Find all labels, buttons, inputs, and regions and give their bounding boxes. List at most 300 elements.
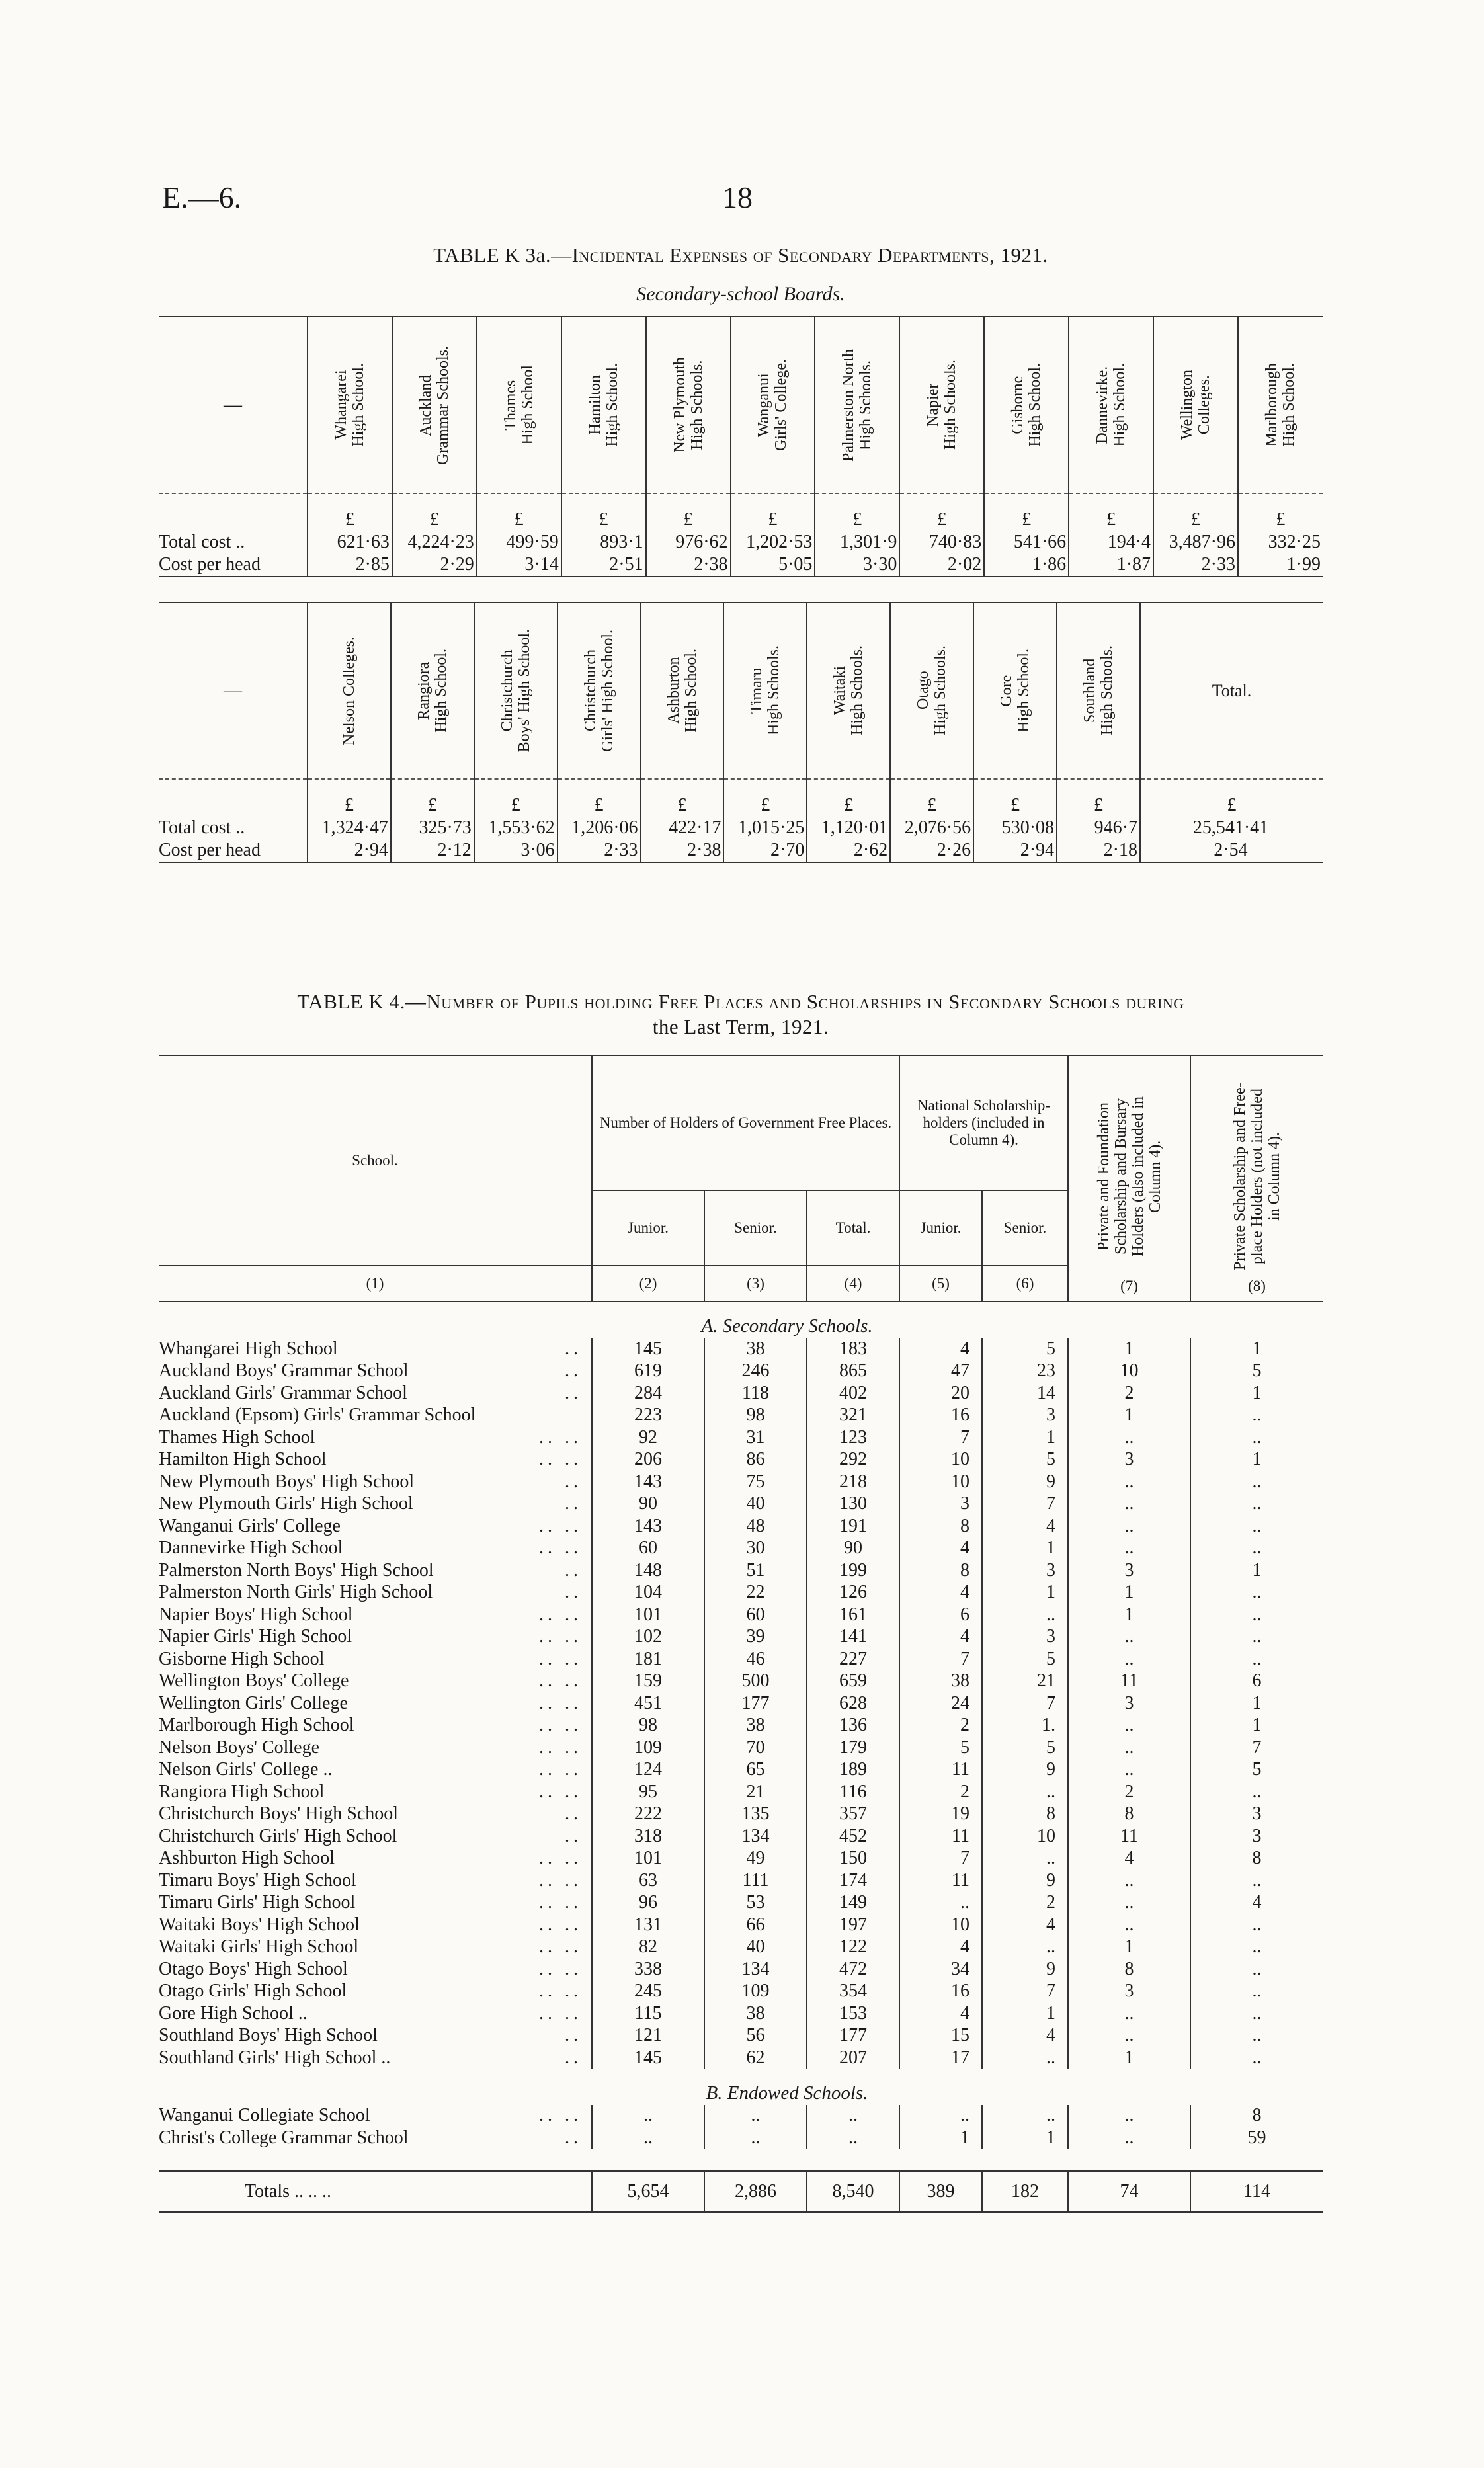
leader-dots: .. — [565, 1803, 582, 1825]
value-cell: 1 — [1068, 1582, 1190, 1604]
k3a-header-row-2 — [159, 602, 1323, 779]
value-cell: 4 — [899, 1338, 982, 1360]
value-cell: 19 — [899, 1803, 982, 1826]
school-name: Christchurch Girls' High School — [159, 1825, 397, 1846]
total-cost-value: 422·17 — [641, 817, 724, 839]
k3a-school-name: Otago High Schools. — [915, 645, 950, 736]
school-name: Palmerston North Boys' High School — [159, 1559, 434, 1581]
cost-per-head-label: Cost per head — [159, 554, 308, 577]
value-cell: 1 — [1190, 1449, 1323, 1471]
school-name: Auckland Girls' Grammar School — [159, 1382, 407, 1403]
value-cell: 1 — [1068, 1405, 1190, 1427]
value-cell: 38 — [704, 1715, 807, 1737]
leader-dots: .. .. — [539, 1737, 582, 1758]
leader-dots: .. .. — [539, 1515, 582, 1536]
leader-dots: .. .. — [539, 1648, 582, 1669]
value-cell: 46 — [704, 1648, 807, 1670]
table-row — [159, 2025, 1323, 2047]
leader-dots: .. .. — [539, 1914, 582, 1935]
value-cell: .. — [1190, 1648, 1323, 1670]
school-name-wrap — [159, 1493, 591, 1514]
value-cell: 95 — [592, 1781, 704, 1803]
school-name: Whangarei High School — [159, 1338, 338, 1359]
value-cell: 86 — [704, 1449, 807, 1471]
total-cost-value: 3,487·96 — [1153, 531, 1238, 554]
value-cell: 39 — [704, 1626, 807, 1649]
k3a-school-header — [474, 602, 557, 779]
value-cell: 5 — [1190, 1759, 1323, 1782]
total-value: 74 — [1068, 2171, 1190, 2212]
value-cell: 10 — [1068, 1360, 1190, 1383]
school-name-wrap — [159, 1383, 591, 1404]
k3a-spacer-row-2 — [159, 779, 1323, 794]
spacer-cell — [308, 493, 392, 509]
school-name-wrap — [159, 1803, 591, 1825]
k3a-school-header — [308, 602, 391, 779]
school-name-cell — [159, 1338, 592, 1360]
table-row — [159, 1715, 1323, 1737]
value-cell: 177 — [704, 1692, 807, 1715]
total-cost-value: 499·59 — [477, 531, 561, 554]
table-k3a-part-2 — [159, 602, 1323, 863]
k4-school-header: School. — [159, 1055, 592, 1266]
pound-sign: £ — [723, 794, 807, 817]
value-cell: 92 — [592, 1426, 704, 1449]
table-row — [159, 1892, 1323, 1914]
value-cell: 865 — [807, 1360, 899, 1383]
value-cell: 11 — [899, 1759, 982, 1782]
value-cell: 3 — [899, 1493, 982, 1516]
value-cell: 500 — [704, 1670, 807, 1693]
school-name: Auckland Boys' Grammar School — [159, 1360, 409, 1381]
k3a-dash-header: — — [224, 394, 242, 415]
leader-dots: .. .. — [539, 1981, 582, 2002]
value-cell: 4 — [899, 2002, 982, 2025]
school-name-cell — [159, 1493, 592, 1516]
table-row — [159, 1582, 1323, 1604]
total-cost-value: 946·7 — [1057, 817, 1140, 839]
value-cell: 82 — [592, 1936, 704, 1959]
cost-per-head-value: 2·85 — [308, 554, 392, 577]
k3a-school-header — [890, 602, 973, 779]
spacer-cell — [899, 493, 984, 509]
value-cell: 98 — [592, 1715, 704, 1737]
k3a-cost-per-head-row-2 — [159, 839, 1323, 862]
cost-per-head-value: 2·94 — [973, 839, 1057, 862]
school-name-cell — [159, 1914, 592, 1936]
k4-senior-header: Senior. — [704, 1190, 807, 1266]
total-value: 8,540 — [807, 2171, 899, 2212]
value-cell: 4 — [1190, 1892, 1323, 1914]
value-cell: .. — [899, 1892, 982, 1914]
k4-nat-senior-header: Senior. — [982, 1190, 1068, 1266]
k3a-school-name: Napier High Schools. — [925, 360, 960, 450]
school-name-cell — [159, 1936, 592, 1959]
table-row — [159, 1958, 1323, 1981]
k3a-school-name: Hamilton High School. — [586, 363, 621, 447]
value-cell: 63 — [592, 1870, 704, 1892]
cost-per-head-value: 5·05 — [731, 554, 815, 577]
total-cost-value: 1,120·01 — [807, 817, 890, 839]
value-cell: 38 — [899, 1670, 982, 1693]
value-cell: 65 — [704, 1759, 807, 1782]
value-cell: 5 — [1190, 1360, 1323, 1383]
school-name-cell — [159, 2105, 592, 2127]
value-cell: .. — [1190, 2047, 1323, 2069]
school-name-cell — [159, 2047, 592, 2069]
school-name-wrap — [159, 1892, 591, 1913]
k4-section-a-body — [159, 1338, 1323, 2069]
value-cell: 451 — [592, 1692, 704, 1715]
k3a-school-name: Auckland Grammar Schools. — [417, 345, 452, 465]
value-cell: 4 — [899, 1582, 982, 1604]
school-name: Waitaki Girls' High School — [159, 1936, 359, 1957]
k3a-school-name: Palmerston North High Schools. — [840, 349, 875, 462]
value-cell: 223 — [592, 1405, 704, 1427]
school-name-cell — [159, 1737, 592, 1759]
value-cell: 4 — [982, 1515, 1068, 1538]
value-cell: 2 — [899, 1781, 982, 1803]
cost-per-head-value: 2·51 — [561, 554, 646, 577]
k3a-school-header — [1057, 602, 1140, 779]
value-cell: 3 — [1068, 1449, 1190, 1471]
value-cell: 159 — [592, 1670, 704, 1693]
value-cell: 53 — [704, 1892, 807, 1914]
school-name-cell — [159, 1405, 592, 1427]
value-cell: .. — [807, 2127, 899, 2149]
spacer-cell — [474, 779, 557, 794]
school-name-wrap — [159, 1981, 591, 2002]
k4-private-scholarship-header: Private Scholarship and Free-place Holders (not included in Column 4). (8) — [1190, 1055, 1323, 1301]
school-name: Christchurch Boys' High School — [159, 1803, 399, 1825]
k4-gov-free-places-header: Number of Holders of Government Free Places. — [592, 1055, 899, 1190]
value-cell: 11 — [899, 1870, 982, 1892]
leader-dots: .. — [565, 2127, 582, 2148]
value-cell: 8 — [982, 1803, 1068, 1826]
school-name-cell — [159, 1360, 592, 1383]
value-cell: .. — [1068, 2127, 1190, 2149]
spacer-cell — [890, 779, 973, 794]
value-cell: 179 — [807, 1737, 899, 1759]
school-name-wrap — [159, 1360, 591, 1381]
k4-section-b-body — [159, 2105, 1323, 2149]
leader-dots: .. .. — [539, 1781, 582, 1802]
value-cell: 51 — [704, 1559, 807, 1582]
school-name: Southland Boys' High School — [159, 2025, 378, 2046]
total-cost-value: 2,076·56 — [890, 817, 973, 839]
school-name-wrap — [159, 1759, 591, 1780]
school-name-wrap — [159, 1471, 591, 1493]
table-row — [159, 1825, 1323, 1848]
value-cell: 5 — [982, 1648, 1068, 1670]
table-row — [159, 1626, 1323, 1649]
table-row — [159, 1449, 1323, 1471]
table-row — [159, 1382, 1323, 1405]
value-cell: 136 — [807, 1715, 899, 1737]
school-name-cell — [159, 1670, 592, 1693]
leader-dots: .. — [565, 1382, 582, 1403]
k3a-dash-header-2: — — [224, 680, 242, 701]
school-name-wrap — [159, 1338, 591, 1360]
value-cell: 8 — [1068, 1803, 1190, 1826]
k3a-cost-per-head-row — [159, 554, 1323, 577]
column-number: (7) — [1120, 1278, 1138, 1294]
k3a-school-header — [815, 317, 899, 493]
value-cell: 5 — [899, 1737, 982, 1759]
value-cell: 15 — [899, 2025, 982, 2047]
column-number: (1) — [159, 1266, 592, 1301]
value-cell: 116 — [807, 1781, 899, 1803]
value-cell: 98 — [704, 1405, 807, 1427]
value-cell: 2 — [982, 1892, 1068, 1914]
value-cell: 109 — [592, 1737, 704, 1759]
pound-sign: £ — [1057, 794, 1140, 817]
cost-per-head-value: 3·30 — [815, 554, 899, 577]
leader-dots: .. — [565, 1493, 582, 1514]
leader-dots: .. — [565, 1582, 582, 1603]
value-cell: 101 — [592, 1848, 704, 1870]
value-cell: 145 — [592, 1338, 704, 1360]
table-row — [159, 2105, 1323, 2127]
k3a-total-cost-row — [159, 531, 1323, 554]
table-row — [159, 1870, 1323, 1892]
school-name-cell — [159, 2127, 592, 2149]
cost-per-head-value: 2·33 — [557, 839, 641, 862]
value-cell: 10 — [982, 1825, 1068, 1848]
value-cell: .. — [1190, 1981, 1323, 2003]
leader-dots: .. .. — [539, 1715, 582, 1736]
table-row — [159, 2002, 1323, 2025]
value-cell: 4 — [899, 1538, 982, 1560]
k4-section-a-row — [159, 1301, 1323, 1338]
total-cost-label: Total cost .. — [159, 532, 245, 552]
value-cell: 174 — [807, 1870, 899, 1892]
value-cell: .. — [982, 1936, 1068, 1959]
leader-dots: .. .. — [539, 1449, 582, 1470]
total-cost-value: 1,015·25 — [723, 817, 807, 839]
value-cell: .. — [1068, 1870, 1190, 1892]
value-cell: 292 — [807, 1449, 899, 1471]
value-cell: 4 — [982, 2025, 1068, 2047]
value-cell: 104 — [592, 1582, 704, 1604]
totals-label: Totals .. .. .. — [159, 2171, 592, 2212]
k3a-school-name: Ashburton High School. — [665, 649, 700, 733]
value-cell: 135 — [704, 1803, 807, 1826]
value-cell: 7 — [982, 1692, 1068, 1715]
school-name-wrap — [159, 1449, 591, 1470]
pound-sign: £ — [308, 794, 391, 817]
cost-per-head-value: 3·06 — [474, 839, 557, 862]
value-cell: 124 — [592, 1759, 704, 1782]
pound-sign: £ — [308, 509, 392, 531]
table-k4 — [159, 1055, 1323, 2213]
spacer-cell — [1238, 493, 1323, 509]
value-cell: .. — [1190, 2002, 1323, 2025]
value-cell: .. — [1190, 1958, 1323, 1981]
k3a-school-header — [557, 602, 641, 779]
k3a-school-name: Gisborne High School. — [1009, 363, 1044, 447]
k3a-school-header — [391, 602, 474, 779]
total-cost-value: 893·1 — [561, 531, 646, 554]
k3a-school-name: Waitaki High Schools. — [831, 645, 866, 736]
value-cell: 20 — [899, 1382, 982, 1405]
column-number: (4) — [807, 1266, 899, 1301]
leader-dots: .. .. — [539, 1958, 582, 1979]
k4-national-scholarship-header: National Scholarship-holders (included in Column 4). — [899, 1055, 1068, 1190]
k3a-school-name: New Plymouth High Schools. — [671, 357, 706, 453]
cost-per-head-value: 2·54 — [1140, 839, 1323, 862]
pound-sign: £ — [474, 794, 557, 817]
pound-sign: £ — [731, 509, 815, 531]
leader-dots: .. .. — [539, 2002, 582, 2024]
value-cell: 222 — [592, 1803, 704, 1826]
value-cell: 1 — [982, 1426, 1068, 1449]
value-cell: 1 — [899, 2127, 982, 2149]
spacer-cell — [1153, 493, 1238, 509]
value-cell: 101 — [592, 1604, 704, 1626]
school-name-wrap — [159, 1693, 591, 1714]
k3a-pound-row-2 — [159, 794, 1323, 817]
school-name: Napier Girls' High School — [159, 1626, 352, 1647]
total-cost-value: 740·83 — [899, 531, 984, 554]
k3a-school-name: Southland High Schools. — [1081, 645, 1116, 736]
value-cell: 3 — [982, 1626, 1068, 1649]
school-name-wrap — [159, 2025, 591, 2046]
value-cell: 23 — [982, 1360, 1068, 1383]
cost-per-head-value: 1·87 — [1069, 554, 1153, 577]
school-name-cell — [159, 2025, 592, 2047]
value-cell: .. — [1068, 1538, 1190, 1560]
value-cell: 472 — [807, 1958, 899, 1981]
value-cell: 102 — [592, 1626, 704, 1649]
value-cell: 452 — [807, 1825, 899, 1848]
total-cost-value: 332·25 — [1238, 531, 1323, 554]
value-cell: 227 — [807, 1648, 899, 1670]
table-row — [159, 2047, 1323, 2069]
value-cell: 245 — [592, 1981, 704, 2003]
school-name-wrap — [159, 1626, 591, 1647]
value-cell: 199 — [807, 1559, 899, 1582]
value-cell: 60 — [592, 1538, 704, 1560]
value-cell: 354 — [807, 1981, 899, 2003]
value-cell: 7 — [982, 1981, 1068, 2003]
value-cell: 21 — [982, 1670, 1068, 1693]
school-name: New Plymouth Girls' High School — [159, 1493, 413, 1514]
table-k3a-subtitle: Secondary-school Boards. — [636, 283, 845, 305]
value-cell: 123 — [807, 1426, 899, 1449]
pound-sign: £ — [899, 509, 984, 531]
value-cell: 338 — [592, 1958, 704, 1981]
value-cell: .. — [1190, 1781, 1323, 1803]
value-cell: 153 — [807, 2002, 899, 2025]
value-cell: 9 — [982, 1958, 1068, 1981]
value-cell: 96 — [592, 1892, 704, 1914]
total-cost-value: 1,301·9 — [815, 531, 899, 554]
value-cell: 11 — [899, 1825, 982, 1848]
school-name-cell — [159, 1626, 592, 1649]
value-cell: .. — [982, 2047, 1068, 2069]
leader-dots: .. .. — [539, 1936, 582, 1957]
cost-per-head-value: 2·02 — [899, 554, 984, 577]
school-name: Thames High School — [159, 1426, 315, 1448]
value-cell: .. — [1190, 1405, 1323, 1427]
value-cell: 183 — [807, 1338, 899, 1360]
column-number: (3) — [704, 1266, 807, 1301]
value-cell: .. — [982, 2105, 1068, 2127]
leader-dots: .. .. — [539, 1538, 582, 1559]
cost-per-head-value: 2·94 — [308, 839, 391, 862]
section-b-heading: B. Endowed Schools. — [706, 2082, 868, 2104]
value-cell: 7 — [982, 1493, 1068, 1516]
value-cell: 126 — [807, 1582, 899, 1604]
school-name-wrap — [159, 1405, 591, 1426]
value-cell: 9 — [982, 1471, 1068, 1493]
value-cell: .. — [899, 2105, 982, 2127]
value-cell: 90 — [807, 1538, 899, 1560]
school-name: Marlborough High School — [159, 1715, 354, 1736]
school-name-cell — [159, 1892, 592, 1914]
value-cell: 122 — [807, 1936, 899, 1959]
cost-per-head-value: 1·99 — [1238, 554, 1323, 577]
leader-dots: .. .. — [539, 1870, 582, 1891]
value-cell: 1 — [982, 1582, 1068, 1604]
school-name: Christ's College Grammar School — [159, 2127, 409, 2148]
value-cell: .. — [1190, 2025, 1323, 2047]
table-row — [159, 1981, 1323, 2003]
pound-sign: £ — [984, 509, 1069, 531]
value-cell: 21 — [704, 1781, 807, 1803]
cost-per-head-value: 2·29 — [392, 554, 477, 577]
value-cell: 1 — [982, 2127, 1068, 2149]
pound-sign: £ — [973, 794, 1057, 817]
pound-sign: £ — [392, 509, 477, 531]
value-cell: 60 — [704, 1604, 807, 1626]
value-cell: 3 — [982, 1405, 1068, 1427]
spacer-cell — [731, 493, 815, 509]
value-cell: 49 — [704, 1848, 807, 1870]
table-row — [159, 1604, 1323, 1626]
page-number: 18 — [722, 181, 753, 214]
value-cell: 8 — [1190, 2105, 1323, 2127]
value-cell: 246 — [704, 1360, 807, 1383]
value-cell: 145 — [592, 2047, 704, 2069]
total-cost-value: 621·63 — [308, 531, 392, 554]
table-row — [159, 1360, 1323, 1383]
school-name: Wanganui Collegiate School — [159, 2105, 370, 2126]
value-cell: .. — [704, 2127, 807, 2149]
value-cell: .. — [1068, 1759, 1190, 1782]
spacer-cell — [477, 493, 561, 509]
value-cell: 11 — [1068, 1825, 1190, 1848]
table-k4-title-line-1: Number of Pupils holding Free Places and Scholarships in Secondary Schools during — [426, 990, 1184, 1013]
value-cell: 148 — [592, 1559, 704, 1582]
spacer-cell — [973, 779, 1057, 794]
table-row — [159, 1737, 1323, 1759]
value-cell: 1 — [1190, 1338, 1323, 1360]
k3a-school-name: Timaru High Schools. — [748, 645, 783, 736]
school-name: Gisborne High School — [159, 1648, 325, 1669]
spacer-cell — [392, 493, 477, 509]
spacer-cell — [1140, 779, 1323, 794]
value-cell: .. — [1068, 1515, 1190, 1538]
value-cell: 141 — [807, 1626, 899, 1649]
total-cost-value: 194·4 — [1069, 531, 1153, 554]
value-cell: .. — [1068, 1715, 1190, 1737]
value-cell: 11 — [1068, 1670, 1190, 1693]
value-cell: 161 — [807, 1604, 899, 1626]
value-cell: 7 — [1190, 1737, 1323, 1759]
value-cell: .. — [1068, 1737, 1190, 1759]
